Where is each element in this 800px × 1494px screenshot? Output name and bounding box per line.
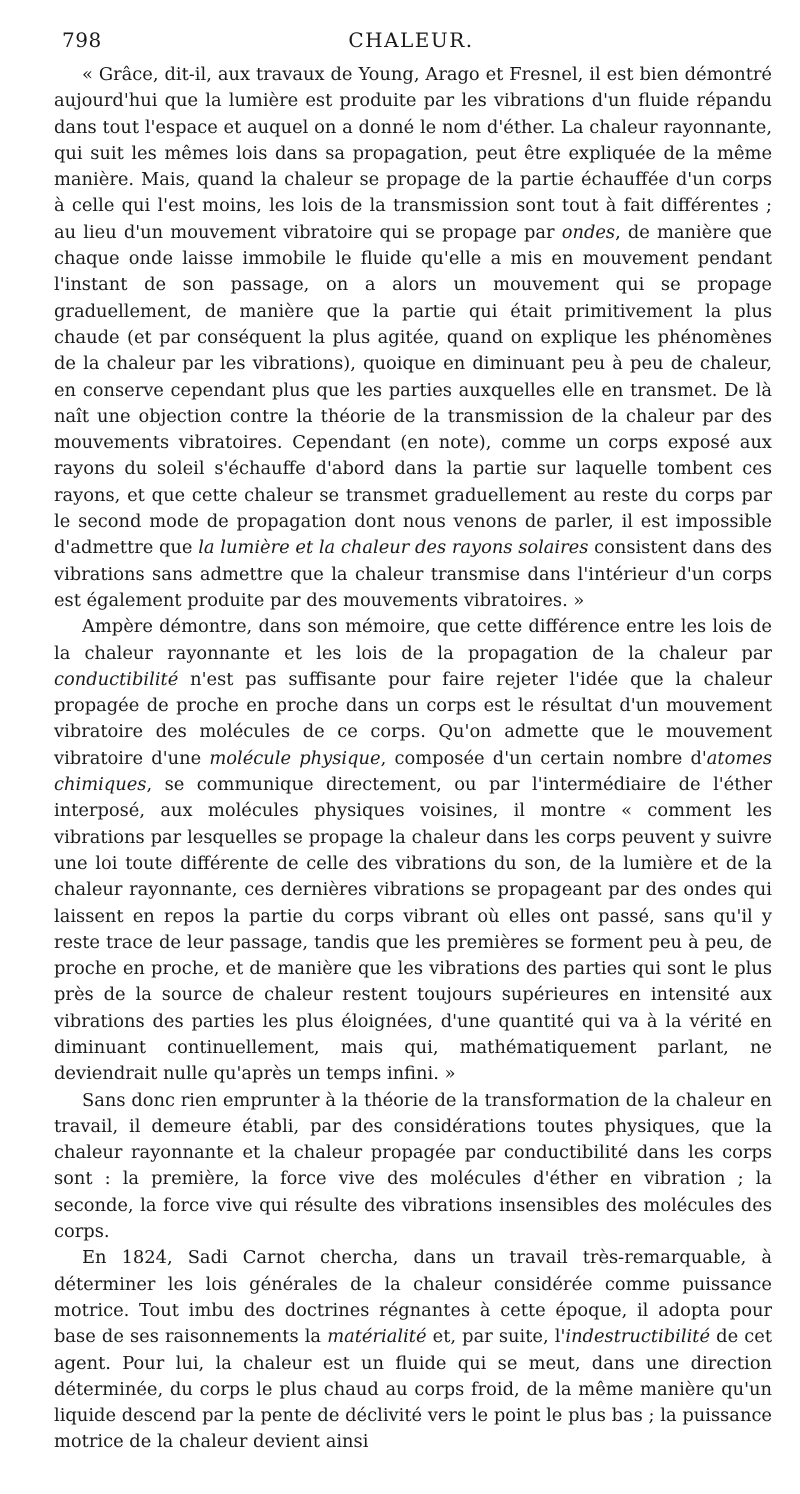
text-run: n'est pas suffisante pour faire rejeter l'idée que la chaleur propagée de proche en proche dans un corps est le résultat d'un mouvement vibratoire des molécules de ce corps. Qu'on admette que le mouvement vibratoire d'une — [54, 668, 772, 769]
text-run: , composée d'un certain nombre d' — [380, 747, 707, 769]
text-run: Sans donc rien emprunter à la théorie de la transformation de la chaleur en travail, il demeure établi, par des considérations toutes physiques, que la chaleur rayonnante et la chaleur propagée par conductibilité dans les corps sont : la première, la force vive des molécules d'éther en vibration ; la seconde, la force vive qui résulte des vibrations insensibles des molécules des corps. — [54, 1089, 772, 1243]
body-text — [54, 62, 772, 1456]
text-run: et, par suite, l' — [426, 1326, 566, 1348]
page-number: 798 — [62, 28, 102, 52]
italic-term: matérialité — [327, 1326, 427, 1348]
italic-term: la lumière et la chaleur des rayons solaires — [198, 537, 589, 559]
text-run: , de manière que chaque onde laisse immobile le fluide qu'elle a mis en mouvement pendant l'instant de son passage, on a alors un mouvement qui se propage graduellement, de manière que la partie qui était primitivement la plus chaude (et par conséquent la plus agitée, quand on explique les phénomènes de la chaleur par les vibrations), quoique en diminuant peu à peu de chaleur, en conserve cependant plus que les parties auxquelles elle en transmet. De là naît une objection contre la théorie de la transmission de la chaleur par des mouvements vibratoires. Cependant (en note), comme un corps exposé aux rayons du soleil s'échauffe d'abord dans la partie sur laquelle tombent ces rayons, et que cette chaleur se transmet graduellement au reste du corps par le second mode de propagation dont nous venons de parler, il est impossible d'admettre que — [54, 221, 772, 559]
italic-term: molécule physique — [209, 747, 381, 769]
text-run: , se communique directement, ou par l'intermédiaire de l'éther interposé, aux molécules physiques voisines, il montre « comment les vibrations par lesquelles se propage la chaleur dans les corps peuvent y suivre une loi toute différente de celle des vibrations du son, de la lumière et de la chaleur rayonnante, ces dernières vibrations se propageant par des ondes qui laissent en repos la partie du corps vibrant où elles ont passé, sans qu'il y reste trace de leur passage, tandis que les premières se forment peu à peu, de proche en proche, et de manière que les vibrations des parties qui sont le plus près de la source de chaleur restent toujours supérieures en intensité aux vibrations des parties les plus éloignées, d'une quantité qui va à la vérité en diminuant continuellement, mais qui, mathématiquement parlant, ne deviendrait nulle qu'après un temps infini. » — [54, 774, 772, 1085]
paragraph-2 — [54, 614, 772, 1087]
text-run: de cet agent. Pour lui, la chaleur est un fluide qui se meut, dans une direction déterminée, du corps le plus chaud au corps froid, de la même manière qu'un liquide descend par la pente de déclivité vers le point le plus bas ; la puissance motrice de la chaleur devient ainsi — [54, 1326, 772, 1453]
text-run: consistent dans des vibrations sans admettre que la chaleur transmise dans l'intérieur d'un corps est également produite par des mouvements vibratoires. » — [54, 537, 772, 611]
running-title: CHALEUR. — [348, 28, 474, 52]
text-run: Ampère démontre, dans son mémoire, que cette différence entre les lois de la chaleur rayonnante et les lois de la propagation de la chaleur par — [54, 616, 772, 664]
paragraph-4 — [54, 1245, 772, 1455]
italic-term: ondes — [561, 221, 616, 243]
italic-term: indestructibilité — [565, 1326, 711, 1348]
paragraph-1 — [54, 62, 772, 614]
text-run: En 1824, Sadi Carnot chercha, dans un travail très-remarquable, à déterminer les lois générales de la chaleur considérée comme puissance motrice. Tout imbu des doctrines régnantes à cette époque, il adopta pour base de ses raisonnements la — [54, 1247, 772, 1348]
text-run: « Grâce, dit-il, aux travaux de Young, Arago et Fresnel, il est bien démontré aujourd'hui que la lumière est produite par les vibrations d'un fluide répandu dans tout l'espace et auquel on a donné le nom d'éther. La chaleur rayonnante, qui suit les mêmes lois dans sa propagation, peut être expliquée de la même manière. Mais, quand la chaleur se propage de la partie échauffée d'un corps à celle qui l'est moins, les lois de la transmission sont tout à fait différentes ; au lieu d'un mouvement vibratoire qui se propage par — [54, 64, 772, 243]
italic-term: atomes chimiques — [54, 747, 772, 796]
running-head — [62, 28, 760, 52]
italic-term: conductibilité — [54, 668, 179, 690]
paragraph-3 — [54, 1088, 772, 1246]
